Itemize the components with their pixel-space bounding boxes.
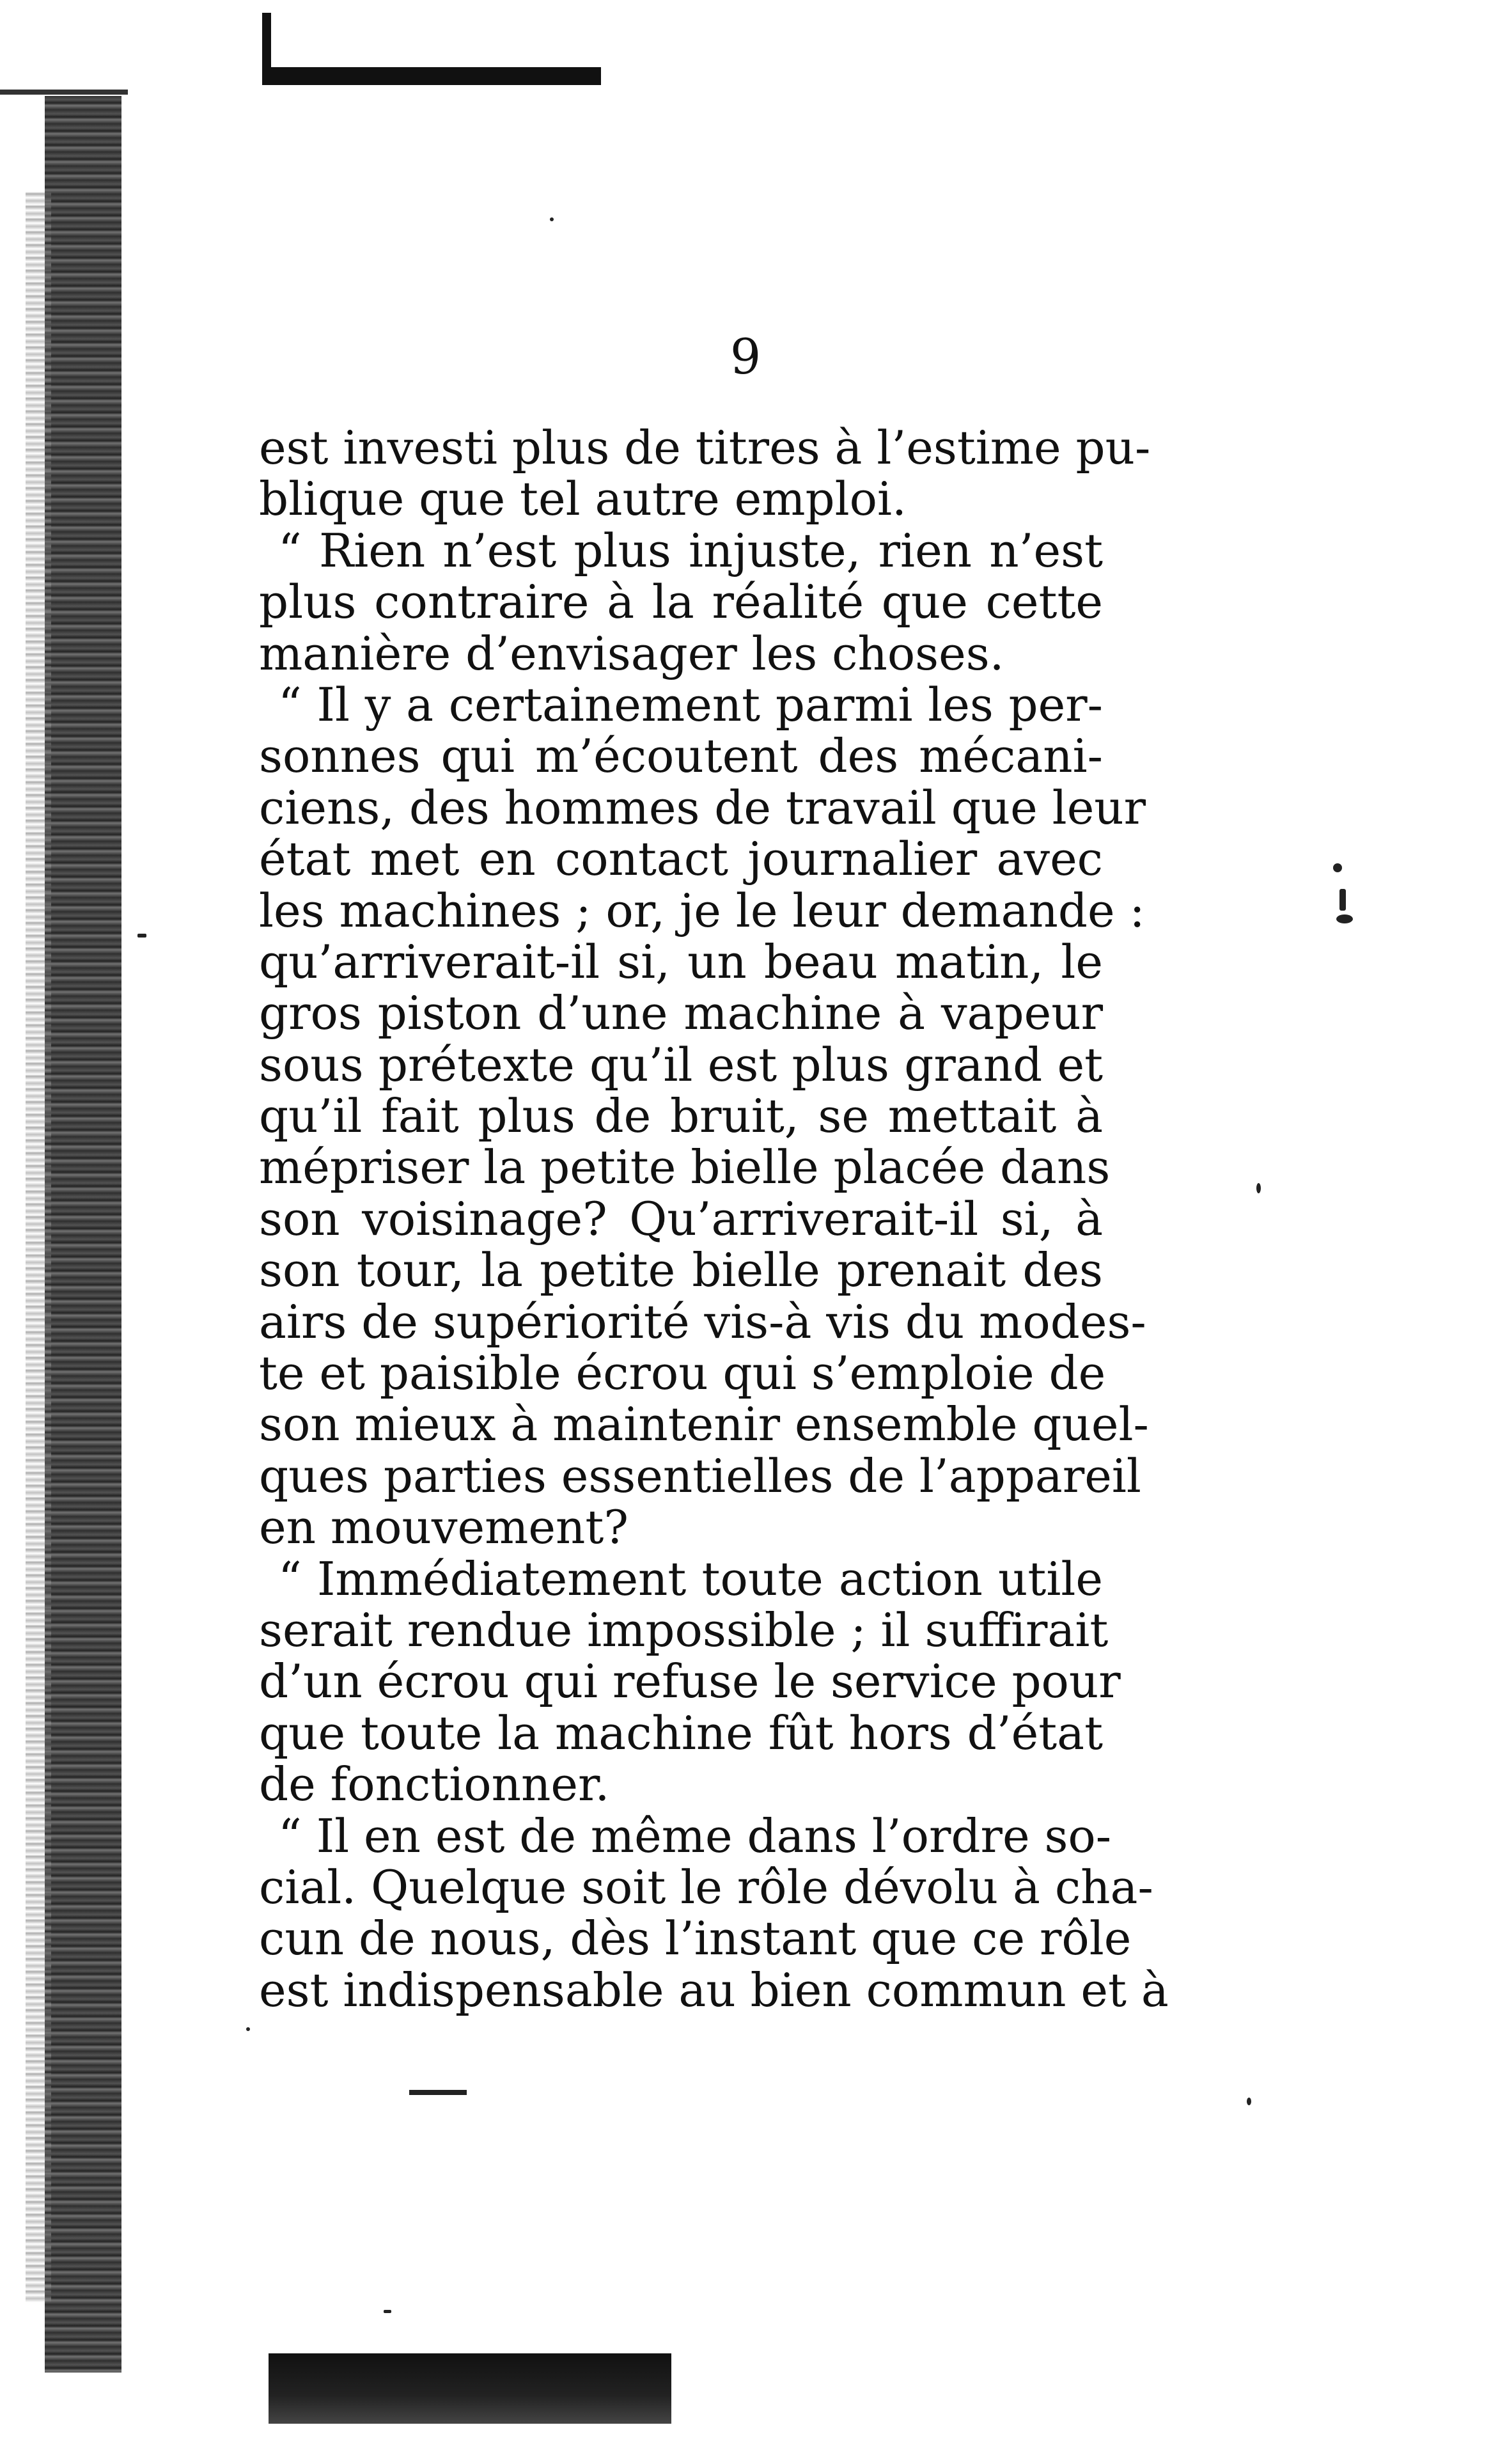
speck bbox=[246, 2027, 250, 2031]
speck bbox=[1333, 863, 1342, 872]
text-line: “ Il y a certainement parmi les per- bbox=[278, 677, 1103, 732]
text-line: blique que tel autre emploi. bbox=[259, 472, 907, 526]
text-line: manière d’envisager les choses. bbox=[259, 626, 1004, 680]
speck bbox=[1339, 889, 1346, 911]
text-line: qu’il fait plus de bruit, se mettait à bbox=[259, 1089, 1103, 1143]
binding-edge-top bbox=[0, 90, 128, 95]
scan-artifact-top-bar bbox=[262, 67, 601, 85]
text-line: son tour, la petite bielle prenait des bbox=[259, 1243, 1103, 1298]
text-line: serait rendue impossible ; il suffirait bbox=[259, 1603, 1109, 1657]
text-line: gros piston d’une machine à vapeur bbox=[259, 986, 1103, 1040]
text-line: “ Immédiatement toute action utile bbox=[278, 1551, 1103, 1606]
text-line: son mieux à maintenir ensemble quel- bbox=[259, 1397, 1149, 1452]
text-line: cun de nous, dès l’instant que ce rôle bbox=[259, 1911, 1132, 1966]
footer-dash bbox=[409, 2090, 467, 2095]
text-line: d’un écrou qui refuse le service pour bbox=[259, 1654, 1121, 1709]
text-line: plus contraire à la réalité que cette bbox=[259, 575, 1103, 629]
text-line: ques parties essentielles de l’appareil bbox=[259, 1448, 1141, 1503]
text-line: sous prétexte qu’il est plus grand et bbox=[259, 1037, 1103, 1092]
text-line: airs de supériorité vis-à vis du modes- bbox=[259, 1294, 1146, 1349]
text-line: mépriser la petite bielle placée dans bbox=[259, 1140, 1111, 1195]
speck bbox=[384, 2310, 391, 2313]
body-text bbox=[259, 421, 1169, 2017]
speck bbox=[1247, 2098, 1251, 2105]
page-number: 9 bbox=[730, 328, 761, 385]
text-line: est investi plus de titres à l’estime pu- bbox=[259, 421, 1151, 475]
text-line: te et paisible écrou qui s’emploie de bbox=[259, 1346, 1106, 1401]
speck bbox=[550, 217, 554, 221]
text-line: de fonctionner. bbox=[259, 1757, 610, 1812]
text-line: “ Rien n’est plus injuste, rien n’est bbox=[278, 523, 1103, 577]
speck bbox=[137, 934, 146, 938]
text-line: que toute la machine fût hors d’état bbox=[259, 1706, 1103, 1760]
text-line: en mouvement? bbox=[259, 1500, 628, 1555]
text-line: ciens, des hommes de travail que leur bbox=[259, 780, 1146, 835]
speck bbox=[1256, 1183, 1261, 1193]
text-line: cial. Quelque soit le rôle dévolu à cha- bbox=[259, 1860, 1153, 1914]
binding-fringe bbox=[26, 192, 51, 2302]
text-line: son voisinage? Qu’arriverait-il si, à bbox=[259, 1191, 1103, 1246]
text-line: état met en contact journalier avec bbox=[259, 832, 1103, 886]
text-line: qu’arriverait-il si, un beau matin, le bbox=[259, 934, 1103, 989]
text-line: les machines ; or, je le leur demande : bbox=[259, 883, 1145, 938]
text-line: sonnes qui m’écoutent des mécani- bbox=[259, 729, 1103, 783]
speck bbox=[1336, 914, 1353, 923]
scan-artifact-bottom-bar bbox=[269, 2353, 671, 2424]
text-line: “ Il en est de même dans l’ordre so- bbox=[278, 1809, 1112, 1863]
text-line: est indispensable au bien commun et à bbox=[259, 1963, 1169, 2017]
binding-edge bbox=[45, 96, 121, 2373]
